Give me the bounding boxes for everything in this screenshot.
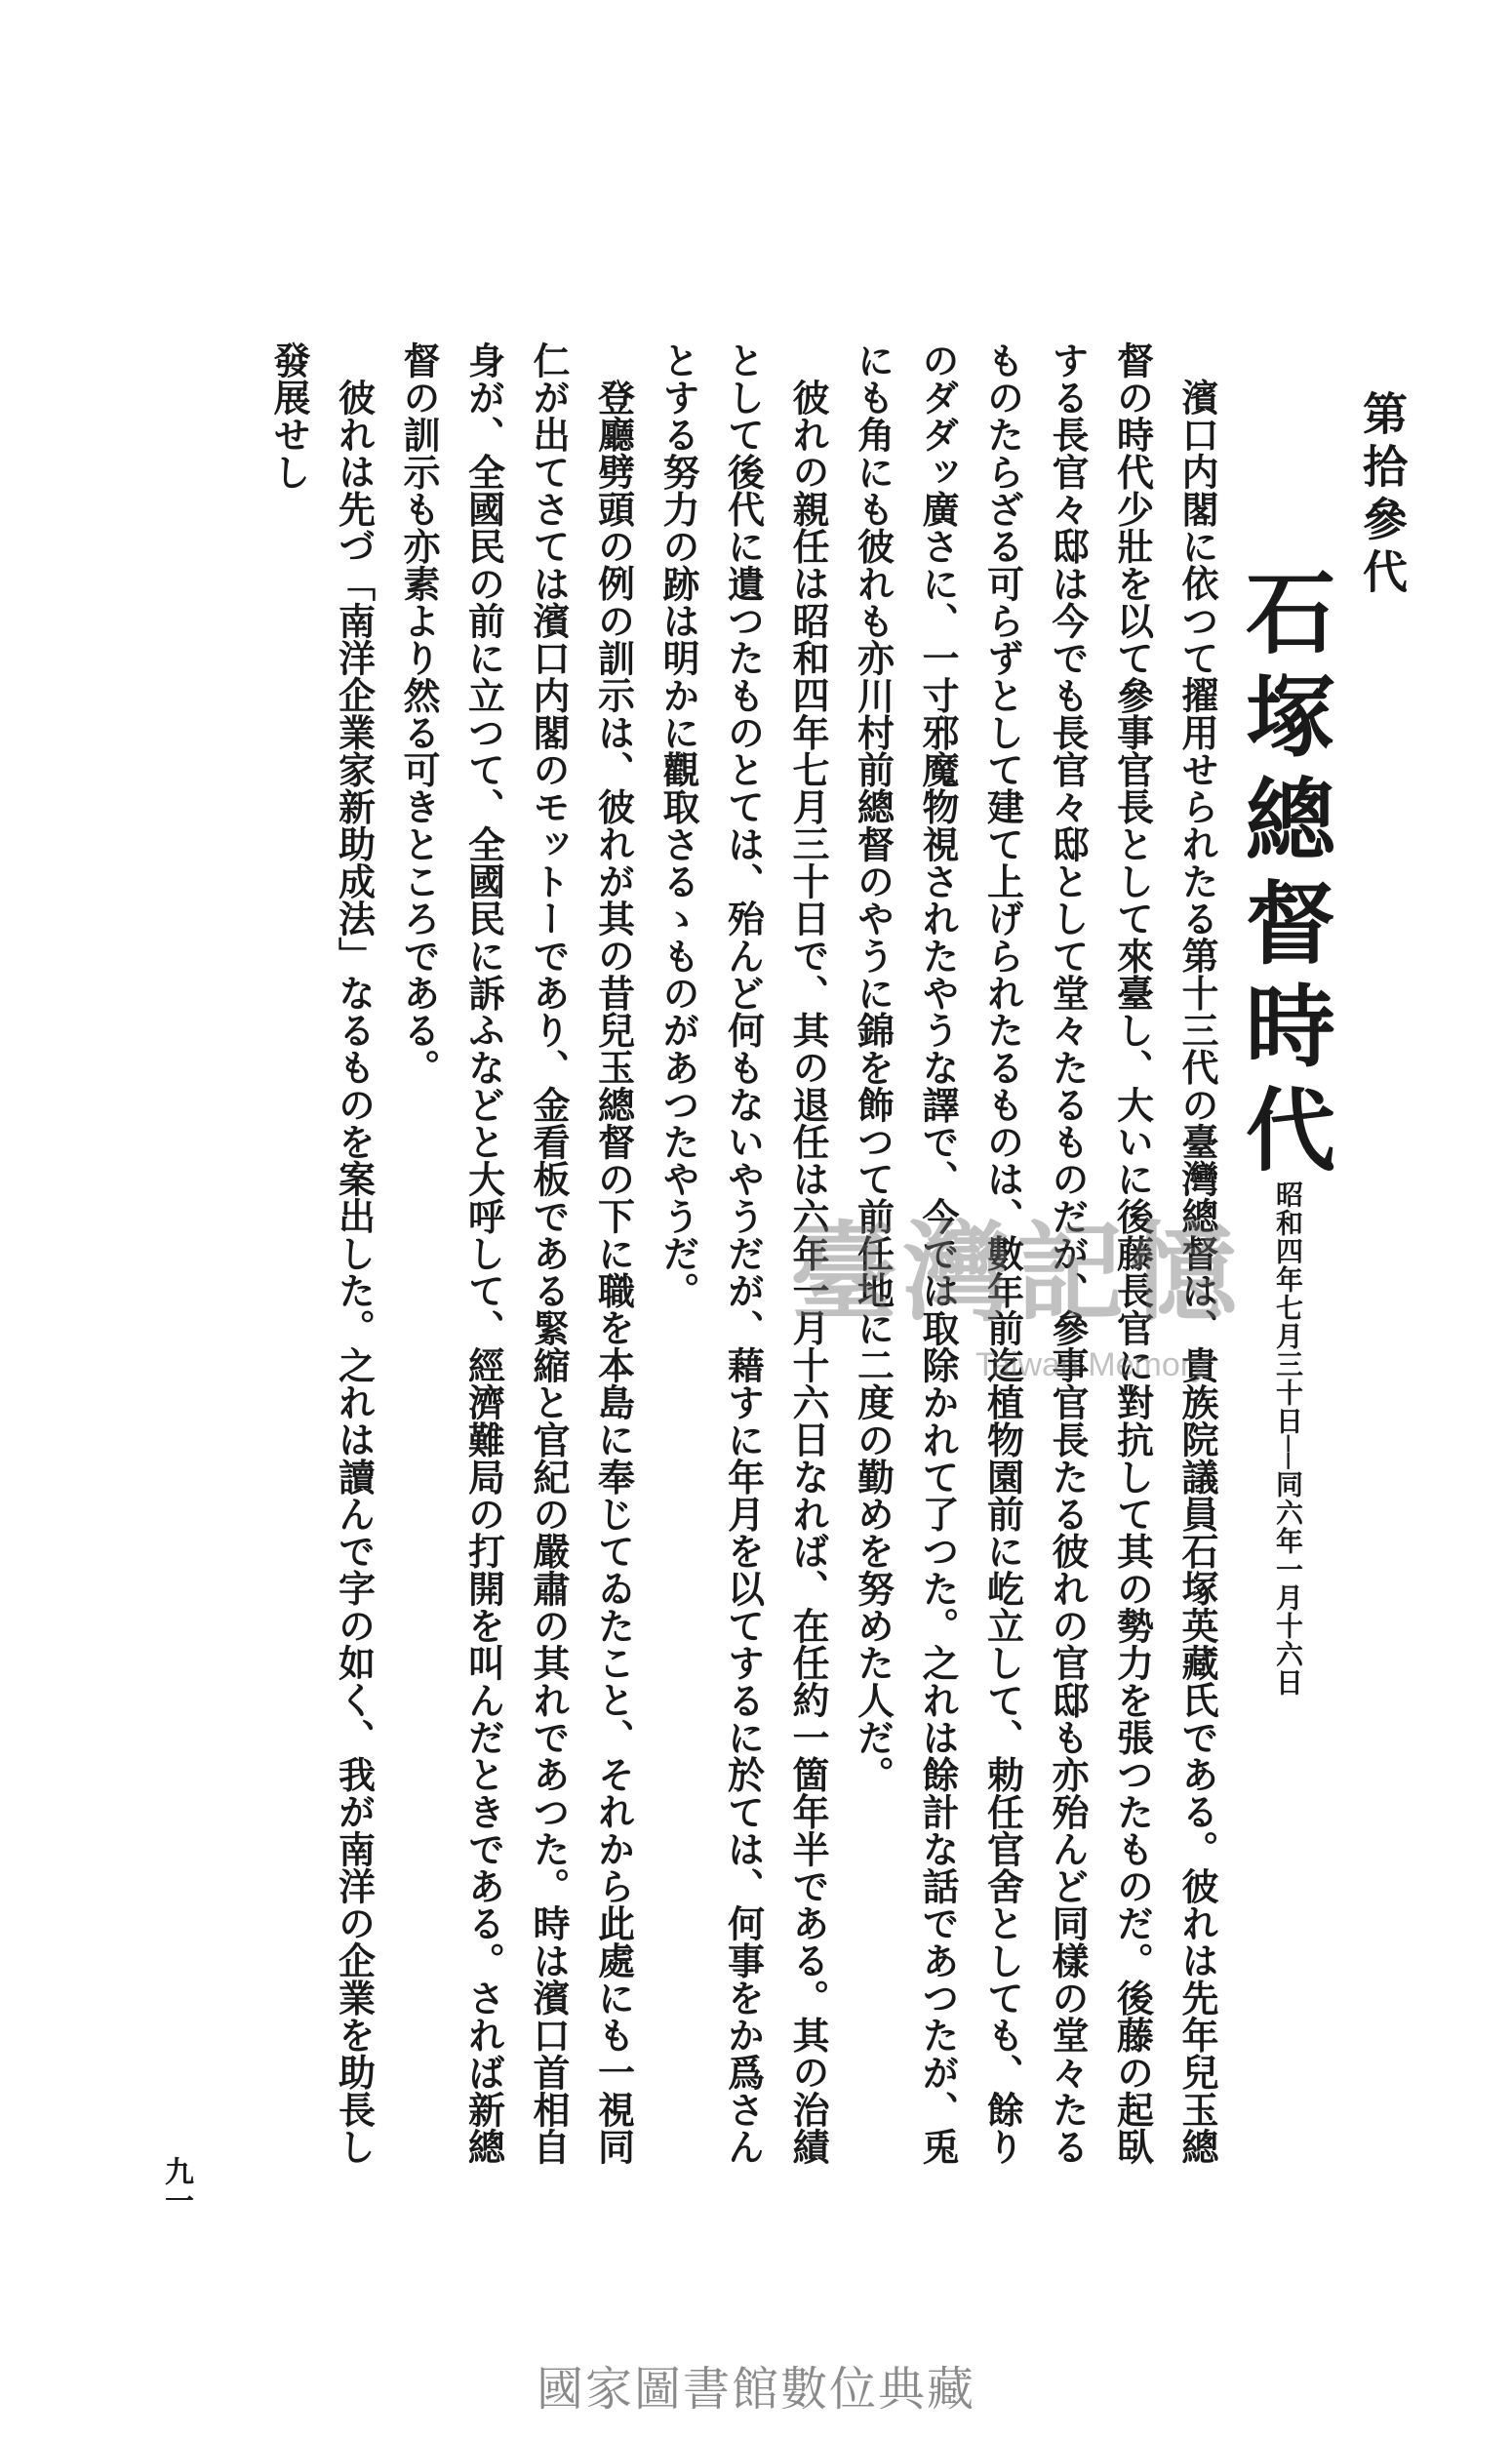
term-dates: 昭和四年七月三十日──同六年一月十六日 — [1272, 1180, 1304, 1697]
watermark-chinese: 臺灣記憶 — [790, 1210, 1243, 1336]
paragraph-1: 濱口内閣に依つて擢用せられたる第十三代の臺灣總督は、貴族院議員石塚英藏氏である。彼れは先年兒玉總督の時代少壯を以て參事官長として來臺し、大いに後藤長官に對抗して其の勢力を張つたものだ。後藤の起臥する長官々邸は今でも長官々邸として堂々たるものだが、參事官長たる彼れの官邸も亦殆んど同樣の堂々たるものたらざる可らずとして建て上げられたるものは、數年前迄植物園前に屹立して、勅任官舍としても、餘りのダダッ廣さに、一寸邪魔物視されたやうな譯で、今では取除かれて了つた。之れは餘計な話であつたが、兎にも角にも彼れも亦川村前總督のやうに錦を飾つて前任地に二度の勤めを努めた人だ。 — [851, 341, 1219, 2166]
chapter-title: 石塚總督時代 — [1231, 566, 1336, 1186]
paragraph-3: 登廳劈頭の例の訓示は、彼れが其の昔兒玉總督の下に職を本島に奉じてゐたこと、それから此處にも一視同仁が出てさては濱口内閣のモットーであり、金看板である緊縮と官紀の嚴肅の其れであつた。時は濱口首相自身が、全國民の前に立つて、全國民に訴ふなどと大呼して、經濟難局の打開を叫んだときである。されば新總督の訓示も亦素より然る可きところである。 — [397, 341, 636, 2166]
watermark-logo — [790, 1210, 1258, 1415]
page-number: 九一 — [159, 2156, 193, 2215]
watermark-english: Taiwan Memory — [975, 1346, 1209, 1383]
paragraph-4: 彼れは先づ「南洋企業家新助成法」なるものを案出した。之れは讀んで字の如く、我が南洋の企業を助長し發展せし — [267, 341, 377, 2166]
chapter-number: 第拾參代 — [1356, 390, 1409, 601]
paragraph-2: 彼れの親任は昭和四年七月三十日で、其の退任は六年一月十六日なれば、在任約一箇年半である。其の治績として後代に遺つたものとては、殆んど何もないやうだが、藉すに年月を以てするに於ては、何事をか爲さんとする努力の跡は明かに觀取さるゝものがあつたやうだ。 — [657, 341, 830, 2166]
library-footer: 國家圖書館數位典藏 — [536, 2362, 975, 2417]
